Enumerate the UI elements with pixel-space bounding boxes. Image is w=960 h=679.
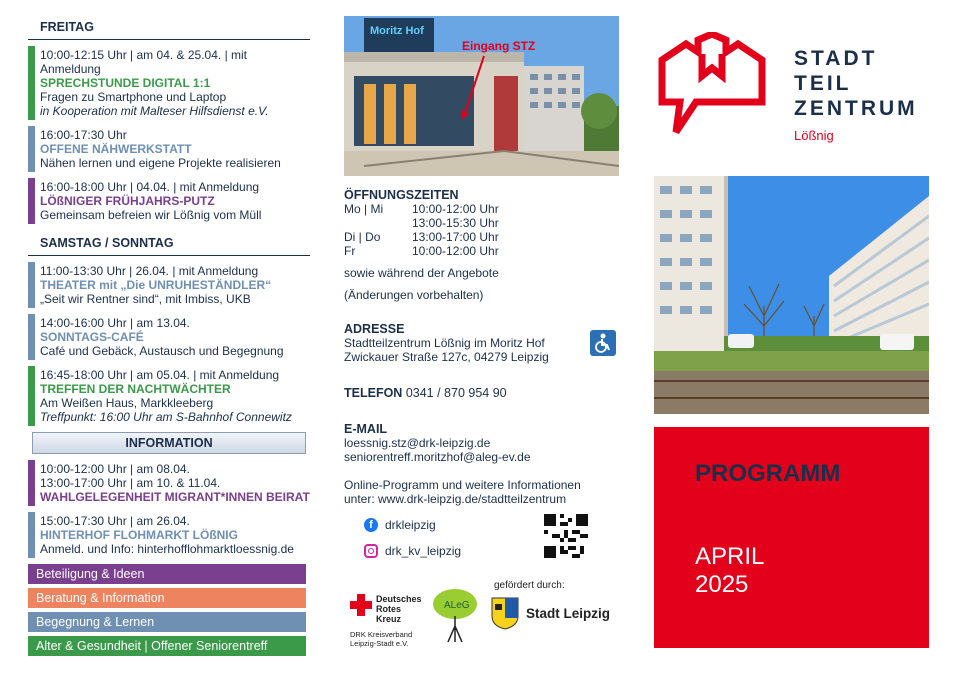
legend-item: Begegnung & Lernen	[28, 612, 306, 632]
event-title: OFFENE NÄHWERKSTATT	[40, 142, 192, 156]
friday-list	[28, 46, 310, 224]
hours-day	[344, 216, 412, 230]
event-note: Treffpunkt: 16:00 Uhr am S-Bahnhof Connewitz	[40, 410, 292, 424]
legend-item: Beratung & Information	[28, 588, 306, 608]
house-speech-bubble-logo-icon	[656, 32, 786, 138]
red-cross-icon	[350, 594, 372, 616]
drk-name-2: Rotes	[376, 604, 402, 614]
event-title: SONNTAGS-CAFÉ	[40, 330, 144, 344]
instagram-row[interactable]	[364, 544, 461, 558]
online-info-url[interactable]: unter: www.drk-leipzig.de/stadtteilzentrum	[344, 492, 567, 506]
opening-hours-table	[344, 202, 624, 258]
legend-item: Alter & Gesundheit | Offener Seniorentreff	[28, 636, 306, 656]
event-time: 16:00-18:00 Uhr | 04.04. | mit Anmeldung	[40, 180, 260, 194]
category-legend	[28, 564, 310, 656]
category-bar	[28, 126, 35, 172]
email-seniorentreff[interactable]: seniorentreff.moritzhof@aleg-ev.de	[344, 450, 531, 464]
facebook-handle: drkleipzig	[385, 518, 436, 532]
aleg-text: ALeG	[444, 600, 470, 611]
event-title: WAHLGELEGENHEIT MIGRANT*INNEN BEIRAT	[40, 490, 310, 504]
hours-day: Di | Do	[344, 230, 381, 244]
event-item	[28, 178, 310, 224]
logo-line-teil: TEIL	[794, 72, 852, 95]
hours-time: 10:00-12:00 Uhr	[412, 244, 499, 258]
program-title: PROGRAMM	[695, 460, 841, 487]
event-title: SPRECHSTUNDE DIGITAL 1:1	[40, 76, 211, 90]
event-item	[28, 46, 310, 120]
event-time: 15:00-17:30 Uhr | am 26.04.	[40, 514, 190, 528]
event-description: Nähen lernen und eigene Projekte realisieren	[40, 156, 281, 170]
instagram-icon	[364, 544, 378, 558]
program-column	[28, 14, 310, 660]
category-bar	[28, 46, 35, 120]
address-line-2: Zwickauer Straße 127c, 04279 Leipzig	[344, 350, 549, 364]
drk-name-1: Deutsches	[376, 594, 422, 604]
hours-time: 13:00-17:00 Uhr	[412, 230, 499, 244]
city-name: Stadt Leipzig	[526, 605, 610, 621]
legend-item: Beteiligung & Ideen	[28, 564, 306, 584]
logo-subtitle: Lößnig	[794, 128, 834, 143]
qr-code[interactable]	[544, 514, 588, 558]
hours-day: Fr	[344, 244, 356, 258]
event-title: TREFFEN DER NACHTWÄCHTER	[40, 382, 231, 396]
instagram-handle: drk_kv_leipzig	[385, 544, 462, 558]
event-time: 11:00-13:30 Uhr | 26.04. | mit Anmeldung	[40, 264, 259, 278]
facebook-icon: f	[364, 518, 378, 532]
program-month: APRIL	[695, 543, 765, 570]
event-note: in Kooperation mit Malteser Hilfsdienst e.V.	[40, 104, 269, 118]
drk-subline-2: Leipzig-Stadt e.V.	[350, 639, 409, 648]
funded-by-label: gefördert durch:	[494, 580, 565, 591]
hours-time: 10:00-12:00 Uhr	[412, 202, 499, 216]
phone-heading: TELEFON	[344, 386, 403, 400]
event-item	[28, 366, 310, 426]
event-description: Gemeinsam befreien wir Lößnig vom Müll	[40, 208, 262, 222]
facebook-row[interactable]	[364, 518, 436, 532]
event-title: THEATER mit „Die UNRUHESTÄNDLER“	[40, 278, 272, 292]
changes-note: (Änderungen vorbehalten)	[344, 288, 484, 302]
contact-column	[344, 16, 624, 652]
event-description: Am Weißen Haus, Markkleeberg	[40, 396, 214, 410]
category-bar	[28, 366, 35, 426]
event-time-2: 13:00-17:00 Uhr | am 10. & 11.04.	[40, 476, 221, 490]
event-item	[28, 262, 310, 308]
event-item	[28, 314, 310, 360]
event-time: 10:00-12:15 Uhr | am 04. & 25.04. | mit Anmeldung	[40, 48, 248, 76]
friday-heading: FREITAG	[28, 14, 310, 40]
moritzhof-sign: Moritz Hof	[370, 25, 424, 37]
logo-line-zentrum: ZENTRUM	[794, 97, 918, 120]
title-panel	[654, 427, 929, 648]
hours-note: sowie während der Angebote	[344, 266, 499, 280]
drk-name-3: Kreuz	[376, 614, 402, 624]
event-title: LÖßNIGER FRÜHJAHRS-PUTZ	[40, 194, 215, 208]
event-description: Café und Gebäck, Austausch und Begegnung	[40, 344, 284, 358]
building-illustration	[344, 16, 619, 176]
online-info-line-1: Online-Programm und weitere Informationen	[344, 478, 581, 492]
category-bar	[28, 314, 35, 360]
hours-day: Mo | Mi	[344, 202, 384, 216]
category-bar	[28, 262, 35, 308]
phone-number[interactable]: 0341 / 870 954 90	[405, 386, 507, 400]
weekend-list	[28, 262, 310, 426]
email-stz[interactable]: loessnig.stz@drk-leipzig.de	[344, 436, 491, 450]
category-bar	[28, 178, 35, 224]
event-description: „Seit wir Rentner sind“, mit Imbiss, UKB	[40, 292, 251, 306]
event-description: Anmeld. und Info: hinterhofflohmarktloessnig.de	[40, 542, 294, 556]
address-line-1: Stadtteilzentrum Lößnig im Moritz Hof	[344, 336, 545, 350]
stz-logo	[656, 32, 926, 142]
program-year: 2025	[695, 571, 749, 598]
email-heading: E-MAIL	[344, 422, 388, 436]
drk-logo	[350, 594, 422, 624]
logo-line-stadt: STADT	[794, 47, 878, 70]
neighborhood-photo	[654, 176, 929, 414]
aleg-logo	[430, 586, 480, 649]
event-time: 14:00-16:00 Uhr | am 13.04.	[40, 316, 190, 330]
event-time: 10:00-12:00 Uhr | am 08.04.	[40, 462, 190, 476]
drk-subline-1: DRK Kreisverband	[350, 630, 413, 639]
info-list	[28, 460, 310, 558]
event-title: HINTERHOF FLOHMARKT LÖßNIG	[40, 528, 238, 542]
category-bar	[28, 460, 35, 506]
stadt-leipzig-logo	[490, 596, 610, 630]
address-heading: ADRESSE	[344, 322, 405, 336]
leipzig-coat-of-arms-icon	[490, 596, 520, 630]
event-item	[28, 512, 310, 558]
phone-row	[344, 386, 624, 400]
event-time: 16:45-18:00 Uhr | am 05.04. | mit Anmeldung	[40, 368, 280, 382]
event-description: Fragen zu Smartphone und Laptop	[40, 90, 227, 104]
information-heading: INFORMATION	[32, 432, 306, 454]
event-item	[28, 460, 310, 506]
category-bar	[28, 512, 35, 558]
building-entrance-photo	[344, 16, 619, 176]
event-time: 16:00-17:30 Uhr	[40, 128, 127, 142]
event-item	[28, 126, 310, 172]
weekend-heading: SAMSTAG / SONNTAG	[28, 230, 310, 256]
entrance-label: Eingang STZ	[462, 39, 536, 53]
hours-heading: ÖFFNUNGSZEITEN	[344, 188, 459, 202]
hours-time: 13:00-15:30 Uhr	[412, 216, 499, 230]
wheelchair-accessible-icon	[590, 330, 616, 356]
